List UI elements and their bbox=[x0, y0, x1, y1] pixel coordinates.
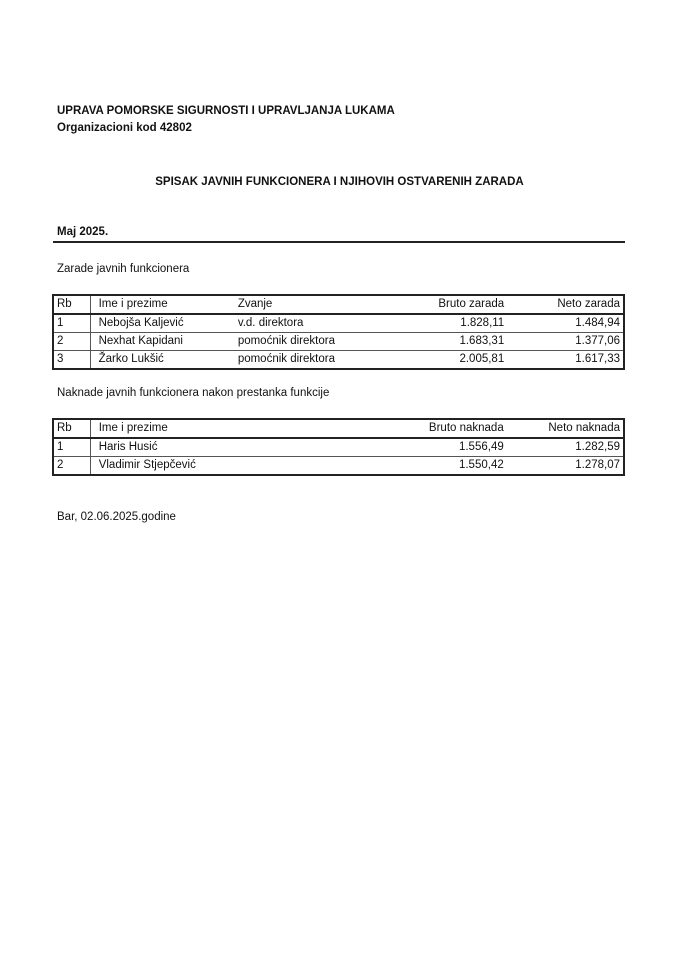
salaries-table bbox=[52, 294, 625, 370]
period-label: Maj 2025. bbox=[57, 226, 109, 238]
column-header-title: Zvanje bbox=[235, 295, 384, 314]
organization-name: UPRAVA POMORSKE SIGURNOSTI I UPRAVLJANJA LUKAMA bbox=[57, 105, 395, 117]
column-header-gross: Bruto naknada bbox=[383, 419, 507, 438]
document-title: SPISAK JAVNIH FUNKCIONERA I NJIHOVIH OSTVARENIH ZARADA bbox=[155, 176, 524, 188]
cell-name: Žarko Lukšić bbox=[98, 353, 164, 365]
table-header-row bbox=[53, 419, 624, 438]
organization-header bbox=[57, 103, 395, 137]
cell-name: Haris Husić bbox=[90, 438, 382, 457]
cell-net: 1.484,94 bbox=[507, 314, 624, 333]
cell-title: v.d. direktora bbox=[235, 314, 384, 333]
cell-name: Nebojša Kaljević bbox=[90, 314, 235, 333]
column-header-rb: Rb bbox=[53, 295, 90, 314]
organization-code: Organizacioni kod 42802 bbox=[57, 122, 192, 134]
cell-title: pomoćnik direktora bbox=[235, 333, 384, 351]
cell-gross: 1.556,49 bbox=[383, 438, 507, 457]
cell-rb: 1 bbox=[53, 438, 90, 457]
cell-net: 1.278,07 bbox=[575, 459, 620, 471]
column-header-rb: Rb bbox=[53, 419, 90, 438]
table-row bbox=[53, 351, 624, 370]
cell-gross: 2.005,81 bbox=[459, 353, 505, 365]
cell-title: pomoćnik direktora bbox=[237, 353, 335, 365]
cell-gross: 1.550,42 bbox=[458, 459, 504, 471]
cell-net: 1.617,33 bbox=[575, 353, 620, 365]
divider bbox=[53, 241, 625, 243]
salaries-caption: Zarade javnih funkcionera bbox=[57, 263, 190, 275]
column-header-gross: Bruto zarada bbox=[384, 295, 508, 314]
column-header-net: Neto zarada bbox=[507, 295, 624, 314]
table-row bbox=[53, 333, 624, 351]
table-row bbox=[53, 438, 624, 457]
cell-rb: 2 bbox=[53, 457, 90, 476]
cell-name: Vladimir Stjepčević bbox=[98, 459, 196, 471]
column-header-name: Ime i prezime bbox=[90, 419, 382, 438]
cell-name: Nexhat Kapidani bbox=[90, 333, 235, 351]
column-header-name: Ime i prezime bbox=[90, 295, 235, 314]
cell-gross: 1.683,31 bbox=[384, 333, 508, 351]
cell-rb: 3 bbox=[53, 351, 90, 370]
compensations-caption: Naknade javnih funkcionera nakon prestanka funkcije bbox=[57, 387, 330, 399]
compensations-table bbox=[52, 418, 625, 476]
place-and-date: Bar, 02.06.2025.godine bbox=[57, 511, 176, 523]
cell-gross: 1.828,11 bbox=[384, 314, 508, 333]
table-row bbox=[53, 314, 624, 333]
cell-rb: 2 bbox=[53, 333, 90, 351]
cell-net: 1.377,06 bbox=[507, 333, 624, 351]
column-header-net: Neto naknada bbox=[507, 419, 624, 438]
cell-rb: 1 bbox=[53, 314, 90, 333]
cell-net: 1.282,59 bbox=[507, 438, 624, 457]
table-row bbox=[53, 457, 624, 476]
table-header-row bbox=[53, 295, 624, 314]
